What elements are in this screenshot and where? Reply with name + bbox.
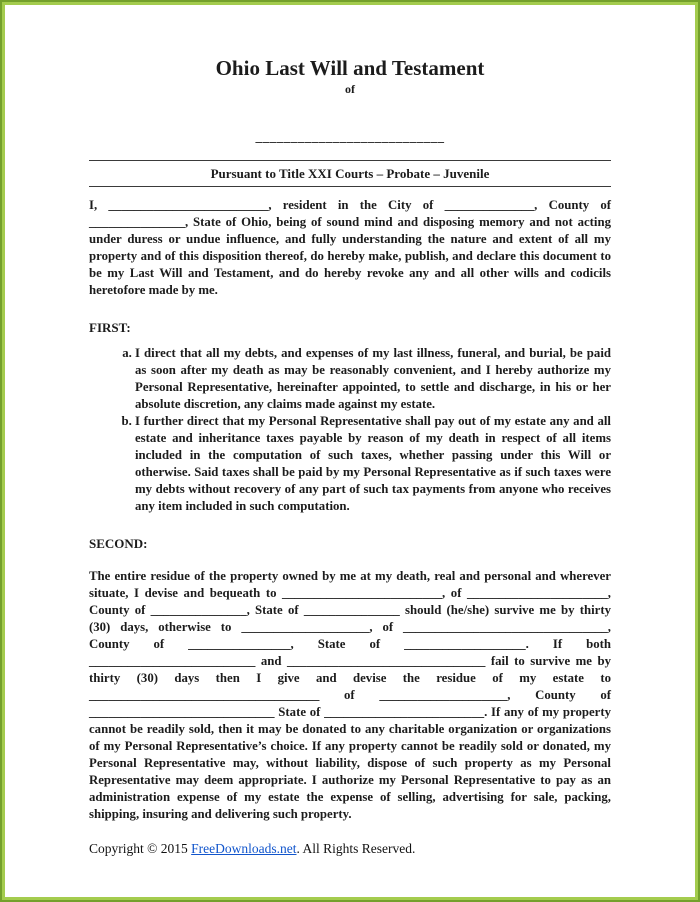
- second-paragraph: The entire residue of the property owned by me at my death, real and personal and wherever situate, I devise and bequeath to _________________________, of ______________________, County of _______________, State of _______________ should (he/she) survive me by thirty (30) days, otherwise to ____________________, of ________________________________, County of ________________, State of ___________________. If both __________________________ and _______________________________ fail to survive me by thirty (30) days then I give and devise the residue of my estate to ____________________________________ of ____________________, County of _____________________________ State of _________________________. If any of my property cannot be readily sold, then it may be donated to any charitable organization or organizations of my Personal Representative’s choice. If any property cannot be readily sold or donated, my Personal Representative may, without liability, dispose of such property as my Personal Representative may deem appropriate. I authorize my Personal Representative to pay as an administration expense of my estate the expense of selling, advertising for sale, packing, shipping, insuring and delivering such property.: [89, 569, 611, 821]
- divider-top: [89, 160, 611, 161]
- copyright-prefix: Copyright © 2015: [89, 841, 192, 856]
- copyright-suffix: . All Rights Reserved.: [296, 841, 416, 856]
- divider-bottom: [89, 186, 611, 187]
- first-heading: FIRST:: [89, 320, 131, 335]
- pursuant-line: Pursuant to Title XXI Courts – Probate – Juvenile: [210, 166, 490, 181]
- intro-paragraph: I, _________________________, resident in the City of ______________, County of _______________, State of Ohio, being of sound mind and disposing memory and not acting under duress or undue influence, and fully understanding the nature and extent of all my property and of this disposition thereof, do hereby make, publish, and declare this document to be my Last Will and Testament, and do hereby revoke any and all other wills and codicils heretofore made by me.: [89, 198, 611, 297]
- copyright-footer: [89, 840, 415, 857]
- title-of-label: of: [345, 82, 355, 96]
- testator-name-blank: ___________________________: [255, 129, 445, 144]
- page-title: Ohio Last Will and Testament: [215, 56, 485, 80]
- clause-a: a. I direct that all my debts, and expenses of my last illness, funeral, and burial, be paid as soon after my death as may be reasonably convenient, and I hereby authorize my Personal Representative, hereinafter appointed, to settle and discharge, in his or her absolute discretion, any claims made against my estate.: [135, 345, 611, 413]
- freedownloads-link[interactable]: FreeDownloads.net: [191, 841, 297, 856]
- first-clauses-list: [89, 345, 611, 515]
- page-border: [2, 2, 698, 900]
- will-document-page: [5, 5, 695, 897]
- clause-b: b. I further direct that my Personal Representative shall pay out of my estate any and all estate and inheritance taxes payable by reason of my death in respect of all items included in the computation of such taxes, whether passing under this Will or otherwise. Said taxes shall be paid by my Personal Representative as if such taxes were my debts without recovery of any part of such tax payments from anyone who receives any item included in such computation.: [135, 413, 611, 515]
- second-heading: SECOND:: [89, 536, 148, 551]
